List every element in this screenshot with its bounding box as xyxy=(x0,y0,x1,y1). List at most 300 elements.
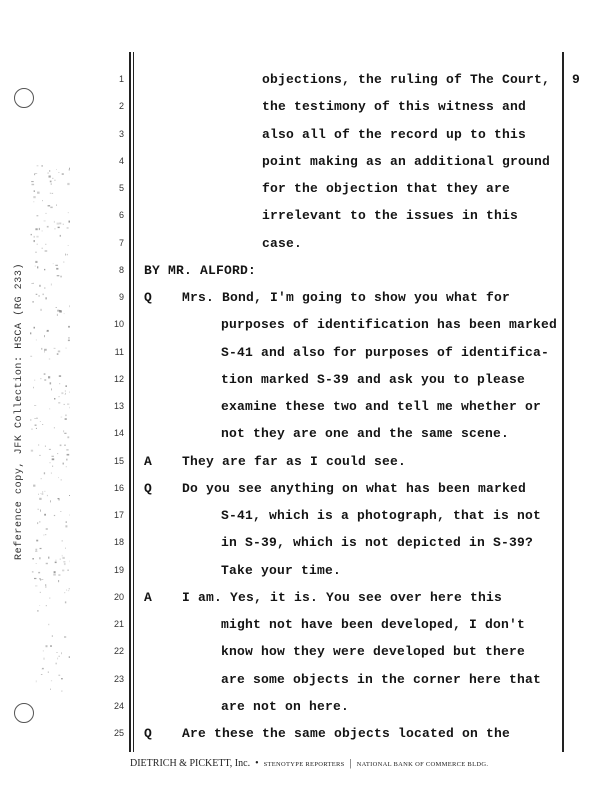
noise-speck xyxy=(46,297,47,299)
line-number: 18 xyxy=(113,537,124,548)
noise-speck xyxy=(63,224,64,225)
noise-speck xyxy=(48,205,51,207)
noise-speck xyxy=(37,193,39,194)
noise-speck xyxy=(59,397,60,398)
noise-speck xyxy=(52,178,53,179)
noise-speck xyxy=(62,540,63,542)
noise-speck xyxy=(54,427,55,428)
noise-speck xyxy=(55,265,58,266)
noise-speck xyxy=(32,301,34,303)
noise-speck xyxy=(41,674,43,675)
noise-speck xyxy=(38,509,39,510)
noise-speck xyxy=(39,578,41,579)
noise-speck xyxy=(40,548,42,549)
line-number: 12 xyxy=(113,373,124,384)
noise-speck xyxy=(40,592,41,593)
noise-speck xyxy=(41,309,42,311)
noise-speck xyxy=(37,522,38,524)
noise-speck xyxy=(64,404,66,405)
noise-speck xyxy=(31,450,33,452)
transcript-line: for the objection that they are xyxy=(262,181,511,196)
line-number: 3 xyxy=(118,128,124,139)
noise-speck xyxy=(42,493,44,494)
line-number: 22 xyxy=(113,646,124,657)
transcript-line: They are far as I could see. xyxy=(182,453,407,469)
noise-speck xyxy=(65,525,67,527)
noise-speck xyxy=(37,266,38,268)
noise-speck xyxy=(65,254,66,256)
left-margin-rule-inner xyxy=(133,52,134,752)
question-marker: Q xyxy=(144,290,152,305)
noise-speck xyxy=(46,645,48,647)
transcript-line: are not on here. xyxy=(221,698,350,714)
noise-speck xyxy=(63,430,64,432)
noise-speck xyxy=(44,374,46,375)
line-number: 1 xyxy=(118,74,124,84)
noise-speck xyxy=(36,540,38,542)
noise-speck xyxy=(64,445,66,446)
noise-speck xyxy=(30,419,31,421)
transcript-line: point making as an additional ground xyxy=(262,153,551,169)
noise-speck xyxy=(57,453,58,454)
noise-speck xyxy=(54,228,55,229)
noise-speck xyxy=(69,169,70,171)
transcript-line: purposes of identification has been marked xyxy=(221,317,558,333)
transcript-line: know how they were developed but there xyxy=(221,644,526,660)
noise-speck xyxy=(61,479,62,480)
noise-speck xyxy=(67,227,69,229)
noise-speck xyxy=(35,585,37,586)
noise-speck xyxy=(40,510,41,512)
noise-speck xyxy=(61,392,63,394)
transcript-line: Are these the same objects located on the xyxy=(182,726,511,741)
noise-speck xyxy=(52,458,55,460)
line-number: 10 xyxy=(113,319,124,330)
noise-speck xyxy=(57,353,59,355)
line-number: 9 xyxy=(118,292,124,302)
noise-speck xyxy=(45,534,46,535)
noise-speck xyxy=(58,656,60,657)
noise-speck xyxy=(50,645,52,646)
noise-speck xyxy=(67,404,69,405)
noise-speck xyxy=(58,351,60,353)
noise-speck xyxy=(62,690,63,691)
noise-speck xyxy=(60,511,61,512)
noise-speck xyxy=(31,428,33,430)
right-margin-rule xyxy=(562,52,564,752)
noise-speck xyxy=(36,428,37,429)
noise-speck xyxy=(34,240,35,242)
noise-speck xyxy=(57,310,59,312)
noise-speck xyxy=(33,485,35,487)
noise-speck xyxy=(54,348,56,349)
noise-speck xyxy=(56,307,57,308)
noise-speck xyxy=(37,166,39,167)
noise-speck xyxy=(41,348,42,350)
noise-speck xyxy=(52,456,54,457)
transcript-line: Mrs. Bond, I'm going to show you what for xyxy=(182,290,511,305)
noise-speck xyxy=(37,215,39,216)
noise-speck xyxy=(36,339,37,340)
noise-speck xyxy=(30,356,32,357)
noise-speck xyxy=(35,425,37,426)
noise-speck xyxy=(60,276,61,278)
answer-marker: A xyxy=(144,589,152,605)
noise-speck xyxy=(49,359,50,360)
noise-speck xyxy=(62,173,64,174)
noise-speck xyxy=(66,589,67,590)
noise-speck xyxy=(58,580,59,582)
noise-speck xyxy=(48,172,49,173)
noise-speck xyxy=(61,678,63,679)
noise-speck xyxy=(47,226,49,228)
noise-speck xyxy=(56,169,57,170)
noise-speck xyxy=(35,266,36,267)
noise-speck xyxy=(55,562,57,564)
noise-speck xyxy=(64,593,65,594)
transcript-line: not they are one and the same scene. xyxy=(221,426,510,442)
noise-speck xyxy=(37,244,38,245)
noise-speck xyxy=(50,689,51,690)
noise-speck xyxy=(42,200,43,201)
noise-speck xyxy=(49,598,50,599)
noise-speck xyxy=(44,514,46,516)
line-number: 6 xyxy=(118,210,124,221)
noise-speck xyxy=(66,459,68,461)
line-number: 4 xyxy=(118,155,124,166)
noise-speck xyxy=(52,635,53,636)
noise-speck xyxy=(34,190,35,192)
noise-speck xyxy=(63,561,65,563)
noise-speck xyxy=(54,180,56,181)
noise-speck xyxy=(39,455,40,456)
noise-speck xyxy=(69,168,70,170)
noise-speck xyxy=(41,579,43,580)
noise-speck xyxy=(50,207,52,209)
noise-speck xyxy=(39,285,41,287)
noise-speck xyxy=(35,228,37,230)
noise-speck xyxy=(65,548,66,549)
noise-speck xyxy=(61,652,62,654)
noise-speck xyxy=(40,579,41,581)
transcript-line: might not have been developed, I don't xyxy=(221,617,526,632)
noise-speck xyxy=(70,561,71,563)
noise-speck xyxy=(45,244,46,245)
line-number: 21 xyxy=(113,619,124,629)
noise-speck xyxy=(54,571,56,573)
noise-speck xyxy=(42,669,44,670)
noise-speck xyxy=(34,578,36,579)
noise-speck xyxy=(58,498,60,499)
noise-speck xyxy=(43,650,44,651)
noise-speck xyxy=(47,330,49,331)
noise-speck xyxy=(33,196,35,198)
noise-speck xyxy=(31,234,32,235)
noise-speck xyxy=(58,402,60,403)
noise-speck xyxy=(58,477,59,478)
noise-speck xyxy=(42,424,43,425)
noise-speck xyxy=(69,305,70,307)
noise-speck xyxy=(69,588,70,589)
transcript-line: in S-39, which is not depicted in S-39? xyxy=(221,535,534,551)
noise-speck xyxy=(54,515,55,516)
noise-speck xyxy=(57,223,60,225)
noise-speck xyxy=(37,610,38,612)
noise-speck xyxy=(45,586,46,588)
line-number: 11 xyxy=(114,346,124,357)
noise-speck xyxy=(60,445,62,447)
noise-speck xyxy=(43,658,44,660)
noise-speck xyxy=(57,652,58,653)
line-number: 25 xyxy=(113,728,124,738)
transcript-line: the testimony of this witness and xyxy=(262,99,527,115)
archive-reference-note: Reference copy, JFK Collection: HSCA (RG 233) xyxy=(14,262,25,560)
noise-speck xyxy=(68,590,69,591)
noise-speck xyxy=(65,394,66,395)
noise-speck xyxy=(38,445,39,446)
noise-speck xyxy=(65,415,66,417)
line-number: 17 xyxy=(113,510,124,520)
transcript-line: S-41, which is a photograph, that is not xyxy=(221,508,542,523)
line-number: 20 xyxy=(113,591,124,602)
line-number: 8 xyxy=(118,264,124,275)
noise-speck xyxy=(62,555,63,557)
noise-speck xyxy=(50,408,51,410)
noise-speck xyxy=(63,261,64,263)
reporter-footer: DIETRICH & PICKETT, Inc. • STENOTYPE REPORTERS | NATIONAL BANK OF COMMERCE BLDG. xyxy=(130,758,489,769)
noise-speck xyxy=(47,495,48,496)
noise-speck xyxy=(65,393,66,394)
noise-speck xyxy=(39,498,41,500)
question-marker: Q xyxy=(144,480,152,496)
noise-speck xyxy=(32,184,35,185)
noise-speck xyxy=(53,263,54,264)
noise-speck xyxy=(44,349,47,351)
noise-speck xyxy=(38,295,39,296)
noise-speck xyxy=(51,184,52,185)
noise-speck xyxy=(36,294,38,295)
transcript-line: are some objects in the corner here that xyxy=(221,671,542,687)
noise-speck xyxy=(32,571,34,572)
noise-speck xyxy=(56,204,57,206)
noise-speck xyxy=(58,574,60,576)
noise-speck xyxy=(45,446,46,447)
noise-speck xyxy=(56,560,57,562)
noise-speck xyxy=(34,236,35,238)
noise-speck xyxy=(60,559,61,560)
noise-speck xyxy=(35,261,37,263)
noise-speck xyxy=(51,473,52,474)
noise-speck xyxy=(34,405,36,406)
noise-speck xyxy=(68,337,70,338)
noise-speck xyxy=(40,378,42,379)
noise-speck xyxy=(53,574,56,576)
noise-speck xyxy=(50,382,52,384)
transcript-line: Take your time. xyxy=(221,562,342,578)
noise-speck xyxy=(50,193,51,194)
noise-speck xyxy=(46,529,48,530)
noise-speck xyxy=(58,172,59,173)
noise-speck xyxy=(35,549,37,551)
transcript-line: S-41 and also for purposes of identifica- xyxy=(221,344,550,360)
transcript-line: also all of the record up to this xyxy=(262,126,527,142)
noise-speck xyxy=(38,572,40,573)
noise-speck xyxy=(45,213,47,214)
noise-speck xyxy=(44,221,46,222)
transcript-line: case. xyxy=(262,235,303,251)
noise-speck xyxy=(57,275,60,276)
noise-speck xyxy=(42,294,44,296)
noise-speck xyxy=(54,398,55,400)
noise-speck xyxy=(50,462,51,463)
noise-speck xyxy=(39,521,40,523)
noise-speck xyxy=(59,223,61,225)
noise-speck xyxy=(51,388,52,390)
noise-speck xyxy=(66,466,67,467)
noise-speck xyxy=(44,472,45,474)
noise-speck xyxy=(59,375,61,377)
noise-speck xyxy=(39,557,40,559)
noise-speck xyxy=(69,656,70,658)
noise-speck xyxy=(36,236,38,238)
noise-speck xyxy=(68,212,69,213)
noise-speck xyxy=(36,418,38,419)
noise-speck xyxy=(33,201,34,202)
noise-speck xyxy=(38,494,39,495)
noise-speck xyxy=(44,351,45,353)
noise-speck xyxy=(32,558,34,560)
line-number: 15 xyxy=(113,455,124,466)
noise-speck xyxy=(45,491,46,492)
noise-speck xyxy=(45,584,46,586)
noise-speck xyxy=(68,340,70,342)
noise-speck xyxy=(48,672,49,673)
noise-speck xyxy=(67,454,70,456)
binder-hole-top xyxy=(14,88,34,108)
noise-speck xyxy=(42,491,43,493)
noise-speck xyxy=(67,436,69,438)
noise-speck xyxy=(65,385,67,387)
line-number: 24 xyxy=(113,700,124,711)
noise-speck xyxy=(51,284,52,286)
noise-speck xyxy=(64,313,65,314)
noise-speck xyxy=(54,221,55,223)
reporter-address: NATIONAL BANK OF COMMERCE BLDG. xyxy=(356,761,489,768)
noise-speck xyxy=(44,379,46,381)
noise-speck xyxy=(62,570,64,572)
scan-noise xyxy=(30,165,70,695)
noise-speck xyxy=(64,636,66,638)
noise-speck xyxy=(67,570,68,572)
line-number: 19 xyxy=(113,564,124,575)
noise-speck xyxy=(48,557,49,559)
noise-speck xyxy=(33,387,34,389)
noise-speck xyxy=(42,231,43,232)
noise-speck xyxy=(46,605,47,606)
noise-speck xyxy=(34,418,35,419)
question-marker: Q xyxy=(144,726,152,741)
transcript-line: I am. Yes, it is. You see over here this xyxy=(182,589,503,605)
noise-speck xyxy=(65,390,66,392)
reporter-service: STENOTYPE REPORTERS xyxy=(263,761,345,768)
transcript-line: Do you see anything on what has been marked xyxy=(182,480,527,496)
noise-speck xyxy=(44,287,45,289)
noise-speck xyxy=(69,495,70,496)
noise-speck xyxy=(64,433,66,434)
noise-speck xyxy=(49,170,50,172)
noise-speck xyxy=(44,534,45,536)
noise-speck xyxy=(50,181,52,183)
noise-speck xyxy=(36,680,37,682)
transcript-line: objections, the ruling of The Court, xyxy=(262,72,551,87)
noise-speck xyxy=(60,235,61,237)
noise-speck xyxy=(36,563,37,564)
binder-hole-bottom xyxy=(14,703,34,723)
noise-speck xyxy=(58,227,60,228)
noise-speck xyxy=(56,663,57,665)
noise-speck xyxy=(35,551,37,552)
noise-speck xyxy=(62,557,64,559)
noise-speck xyxy=(65,418,67,420)
noise-speck xyxy=(67,183,69,185)
noise-speck xyxy=(51,680,52,681)
noise-speck xyxy=(41,165,43,167)
noise-speck xyxy=(64,563,66,565)
line-number: 7 xyxy=(118,237,124,248)
noise-speck xyxy=(42,248,43,249)
noise-speck xyxy=(44,335,45,337)
noise-speck xyxy=(69,221,71,223)
noise-speck xyxy=(36,252,37,253)
noise-speck xyxy=(48,376,50,378)
noise-speck xyxy=(63,463,64,465)
noise-speck xyxy=(31,181,34,182)
noise-speck xyxy=(66,449,68,450)
noise-speck xyxy=(68,326,70,328)
noise-speck xyxy=(59,383,60,384)
line-number: 14 xyxy=(113,428,124,439)
page-number: 9 xyxy=(572,72,580,87)
line-number: 23 xyxy=(113,673,124,684)
transcript-line: tion marked S-39 and ask you to please xyxy=(221,371,526,387)
noise-speck xyxy=(52,193,54,194)
noise-speck xyxy=(65,601,66,603)
noise-speck xyxy=(56,268,58,270)
noise-speck xyxy=(40,421,41,422)
noise-speck xyxy=(50,500,51,502)
noise-speck xyxy=(34,327,36,329)
noise-speck xyxy=(57,314,58,316)
noise-speck xyxy=(40,493,41,494)
noise-speck xyxy=(61,417,63,418)
noise-speck xyxy=(44,269,45,270)
noise-speck xyxy=(46,563,48,564)
noise-speck xyxy=(30,332,31,334)
noise-speck xyxy=(58,675,60,676)
noise-speck xyxy=(35,173,37,174)
noise-speck xyxy=(66,521,67,523)
transcript-line: BY MR. ALFORD: xyxy=(144,262,257,278)
transcript-line: examine these two and tell me whether or xyxy=(221,399,542,414)
noise-speck xyxy=(49,176,51,178)
noise-speck xyxy=(39,605,40,606)
line-number: 5 xyxy=(118,183,124,193)
noise-speck xyxy=(49,449,51,450)
noise-speck xyxy=(67,254,68,255)
noise-speck xyxy=(57,658,58,660)
noise-speck xyxy=(39,228,40,230)
noise-speck xyxy=(68,245,69,246)
